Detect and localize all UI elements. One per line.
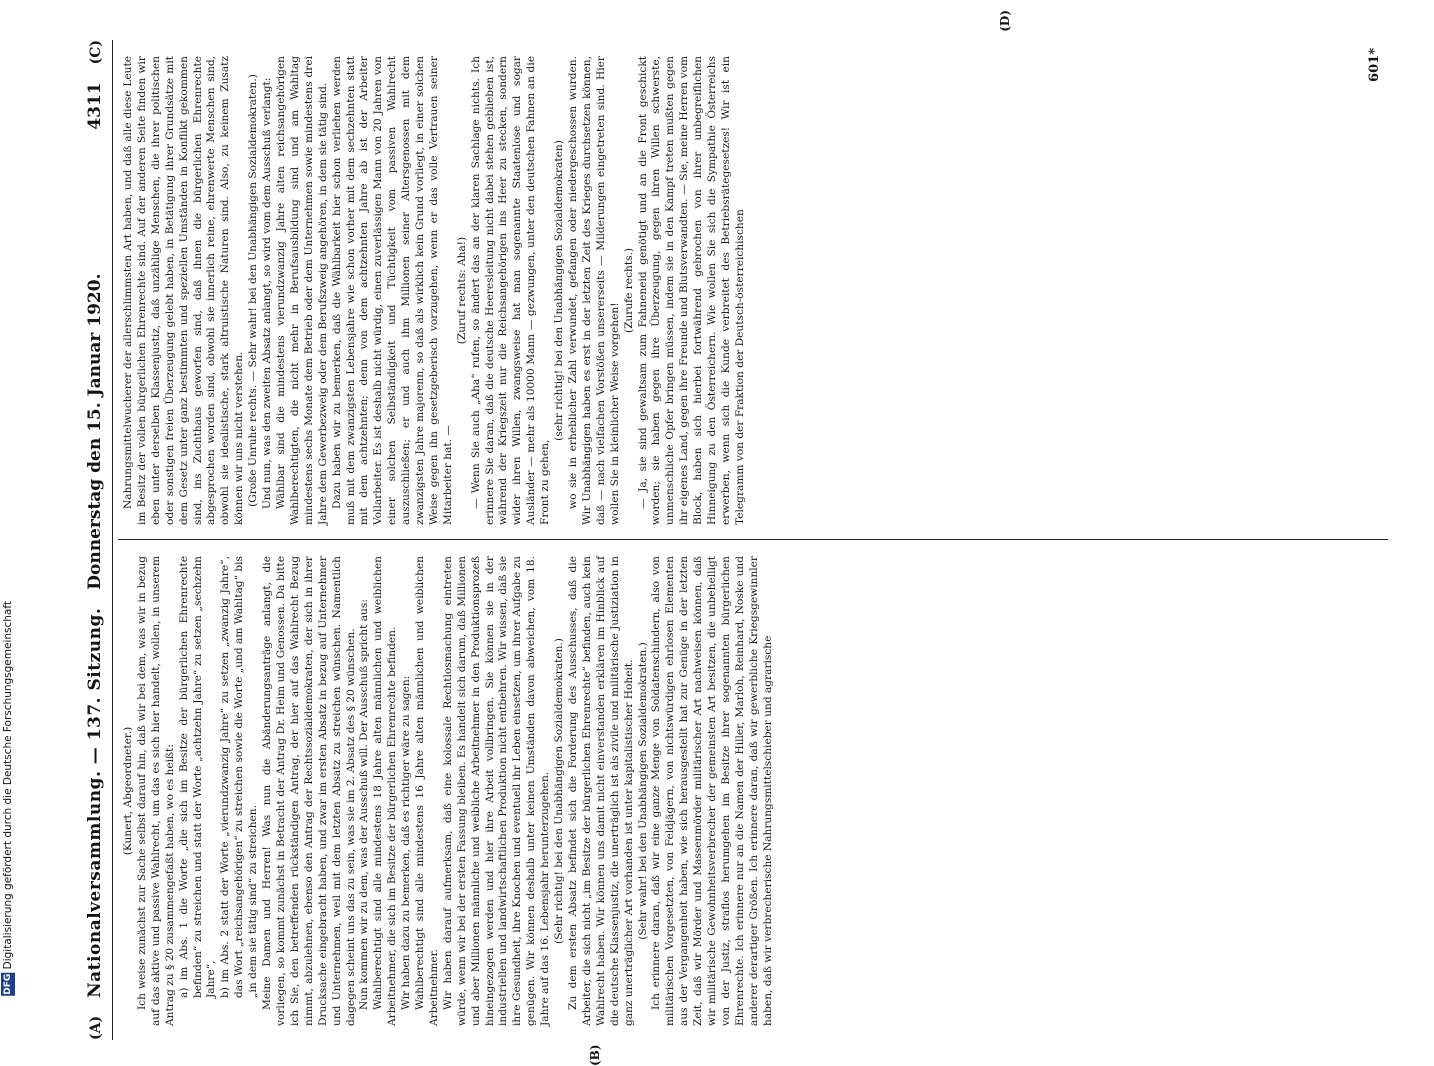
paragraph: Wir haben dazu zu bemerken, daß es richtiger wäre zu sagen: — [400, 556, 414, 1026]
paragraph: — Ja, sie sind gewaltsam zum Fahneneid genötigt und an die Front geschickt worden; sie haben gegen ihre Überzeugung, gegen ihren Willen schwerste, unmenschliche Opfer bringen müssen, indem sie in den Kampf treten mußten gegen ihr eigenes Land, gegen ihre Freunde und Blutsverwandten. — Sie, meine Herren vom Block, haben sich hierbei fortwährend gebrochen von ihrer unbegreiflichen Hinneigung zu den Österreichern. Wie wollen Sie sich die Sympathie Österreichs erwerben, wenn sich die Kunde verbreitet des Betriebsrätegesetzes! Wir ist ein Telegramm von der Fraktion der Deutsch-österreichischen — [637, 56, 748, 525]
paragraph: Nun kommen wir zu dem, was der Ausschuß will. Der Ausschuß spricht aus: — [358, 556, 372, 1026]
paragraph: a) im Abs. 1 die Worte „die sich im Besitze der bürgerlichen Ehrenrechte befinden“ zu streichen und statt der Worte „achtzehn Jahre“ zu setzen „sechzehn Jahre“, — [178, 556, 220, 1026]
paragraph: — Wenn Sie auch „Aha“ rufen, so ändert das an der klaren Sachlage nichts. Ich erinnere Sie daran, daß die deutsche Heeresleitung nicht dabei stehen geblieben ist, während der Kriegszeit nur die Reichsangehörigen ins Heer zu stecken, sondern wider ihren Willen, zwangsweise hat man sogenannte Staatenlose und sogar Ausländer — mehr als 10000 Mann — gezwungen, unter den deutschen Fahnen an die Front zu gehen, — [470, 56, 553, 525]
paragraph: Zu dem ersten Absatz befindet sich die Forderung des Ausschusses, daß die Arbeiter, die sich nicht „im Besitze der bürgerlichen Ehrenrechte“ befinden, auch kein Wahlrecht haben. Wir können uns damit nicht einverstanden erklären im Hinblick auf die deutsche Klassenjustiz, die unerträglich ist als zivile und militärische Justiziation in ganz unerträglicher Art vorhanden ist unter kapitalistischer Hoheit. — [567, 556, 637, 1026]
paragraph: Dazu haben wir zu bemerken, daß die Wählbarkeit hier schon verliehen werden muß mit dem zwanzigsten Lebensjahre wie schon vorher mit dem sechzehnten statt mit dem achtzehnten; denn von dem achtzehnten Jahre ab ist der Arbeiter Vollarbeiter. Es ist deshalb nicht würdig, einen zuverlässigen Mann von 20 Jahren von einer solchen Selbständigkeit und Tüchtigkeit vom passiven Wahlrecht auszuschließen; er und auch ihm Millionen seiner Altersgenossen mit dem zwanzigsten Jahre majorenn, so daß als wirklich kein Grund vorliegt, in einer solchen Weise gegen ihn gesetzgeberisch vorzugehen, wenn er das volle Vertrauen seiner Mitarbeiter hat. — — [331, 56, 456, 525]
paragraph: Ich erinnere daran, daß wir eine ganze Menge von Soldatenschindern, also von militärischen Vorgesetzten, von Feldjägern, von nichtswürdigen ehrlosen Elementen aus der Vergangenheit haben, wie sich herausgestellt hat zur Genüge in der letzten Zeit, daß wir Mörder und Massenmörder militärischer Art nachweisen können, daß wir militärische Gewohnheitsverbrecher der gemeinsten Art besitzen, die unbehelligt von der Justiz, straflos herumgehen im Besitze ihrer sogenannten bürgerlichen Ehrenrechte. Ich erinnere nur an die Namen der Hiller, Marloh, Reinhard, Noske und anderer derartiger Größen. Ich erinnere daran, daß wir gewerbliche Kriegsgewinnler haben, daß wir verbrecherische Nahrungsmittelschieber und agrarische — [650, 556, 775, 1026]
left-column — [118, 540, 1388, 1040]
document-page — [78, 40, 1388, 1040]
footer-credit — [1, 593, 15, 1000]
paragraph: Ich weise zunächst zur Sache selbst darauf hin, daß wir bei dem, was wir in bezug auf das aktive und passive Wahlrecht, um das es sich hier handelt, wollen, in unserem Antrag zu § 20 zusammengefaßt haben, wo es heißt: — [136, 556, 178, 1026]
paragraph: Wahlberechtigt sind alle mindestens 16 Jahre alten männlichen und weiblichen Arbeitnehmer. — [414, 556, 442, 1026]
paragraph: (sehr richtig! bei den Unabhängigen Sozialdemokraten) — [553, 56, 567, 525]
paragraph: (Sehr wahr! bei den Unabhängigen Sozialdemokraten.) — [637, 556, 651, 1026]
paragraph: (Sehr richtig! bei den Unabhängigen Sozialdemokraten.) — [553, 556, 567, 1026]
paragraph: (Kunert, Abgeordneter.) — [122, 556, 136, 1026]
text-columns — [118, 40, 1388, 1040]
paragraph: Meine Damen und Herren! Was nun die Abänderungsanträge anlangt, die vorliegen, so kommt zunächst in Betracht der Antrag Dr. Heim und Genossen. Da bitte ich Sie, den betreffenden rückständigen Antrag, der hier auf das Wahlrecht Bezug nimmt, abzulehnen, ebenso den Antrag der Rechtssozialdemokraten, der sich in ihrer Drucksache eingebracht haben, und zwar im ersten Absatz in bezug auf Unternehmer und Unternehmen, weil mit dem letzten Absatz zu streichen wünschen. Namentlich dagegen scheint uns das zu sein, was sie im 2. Absatz des § 20 wünschen. — [261, 556, 358, 1026]
paragraph: Und nun, was den zweiten Absatz anlangt, so wird vom dem Ausschuß verlangt: — [261, 56, 275, 525]
page-number: 4311 — [85, 82, 105, 129]
signature-mark: 601* — [1367, 48, 1382, 82]
right-column — [118, 40, 1388, 540]
dfg-logo: DFG — [1, 973, 15, 996]
margin-mark-d: (D) — [998, 10, 1012, 32]
footer-credit-text: Digitalisierung gefördert durch die Deutsche Forschungsgemeinschaft — [2, 601, 14, 969]
paragraph: Nahrungsmittelwucherer der allerschlimmsten Art haben, und daß alle diese Leute im Besitz der vollen bürgerlichen Ehrenrechte sind. Auf der anderen Seite finden wir eben unter derselben Klassenjustiz, daß unzählige Menschen, die ihrer politischen oder sonstigen freien Überzeugung gelebt haben, in Betätigung ihrer Grundsätze mit dem Gesetz unter ganz bestimmten und speziellen Umständen in Konflikt gekommen sind, ins Zuchthaus geworfen sind, daß ihnen die bürgerlichen Ehrenrechte abgesprochen worden sind, obwohl sie innerlich reine, ehrenwerte Menschen sind, obwohl sie idealistische, stark altruistische Naturen sind. Also, zu keinem Zusatz können wir uns nicht verstehen. — [122, 56, 247, 525]
paragraph: Wählbar sind die mindestens vierundzwanzig Jahre alten reichsangehörigen Wahlberechtigten, die nicht mehr in Berufsausbildung sind und am Wahltag mindestens sechs Monate dem Betrieb oder dem Unternehmen sowie mindestens drei Jahre dem Gewerbezweig oder dem Berufszweig angehören, in dem sie tätig sind. — [275, 56, 331, 525]
margin-mark-b: (B) — [588, 1045, 602, 1066]
margin-mark-c: (C) — [88, 40, 104, 64]
running-head — [78, 40, 113, 1040]
paragraph: (Zuruf rechts: Aha!) — [456, 56, 470, 525]
running-head-title: Nationalversammlung. — 137. Sitzung. — [85, 608, 105, 998]
running-head-date: Donnerstag den 15. Januar 1920. — [85, 274, 105, 590]
paragraph: (Große Unruhe rechts. — Sehr wahr! bei den Unabhängigen Sozialdemokraten.) — [247, 56, 261, 525]
paragraph: b) im Abs. 2 statt der Worte „vierundzwanzig Jahre“ zu setzen „zwanzig Jahre“, das Wort „reichsangehörigen“ zu streichen sowie die Worte „und am Wahltag“ bis „in dem sie tätig sind“ zu streichen. — [219, 556, 261, 1026]
paragraph: wo sie in erheblicher Zahl verwundet, gefangen oder niedergeschossen wurden. Wir Unabhängigen haben es erst in der letzten Zeit des Krieges durchsetzen können, daß — nach vielfachen Vorstößen unsererseits — Milderungen eingetreten sind. Hier wollen Sie in kleinlicher Weise vorgehen! — [567, 56, 623, 525]
footer-credit-strip — [0, 0, 16, 1000]
paragraph: (Zurufe rechts.) — [623, 56, 637, 525]
paragraph: Wir haben darauf aufmerksam, daß eine kolossale Rechtlosmachung eintreten würde, wenn wir bei der ersten Fassung bleiben. Es handelt sich darum, daß Millionen und aber Millionen männliche und weibliche Arbeitnehmer in den Produktionsprozeß hineingezogen werden und hier ihre Arbeit vollbringen. Sie können sie in der industriellen und landwirtschaftlichen Produktion nicht entbehren. Wir wissen, daß sie ihre Gesundheit, ihre Knochen und eventuell ihr Leben einsetzen, um ihrer Aufgabe zu genügen. Wir können deshalb unter keinen Umständen davon abweichen, vom 18. Jahre auf das 16. Lebensjahr herunterzugehen. — [442, 556, 553, 1026]
paragraph: Wahlberechtigt sind alle mindestens 18 Jahre alten männlichen und weiblichen Arbeitnehmer, die sich im Besitze der bürgerlichen Ehrenrechte befinden. — [372, 556, 400, 1026]
margin-mark-a: (A) — [88, 1016, 104, 1040]
